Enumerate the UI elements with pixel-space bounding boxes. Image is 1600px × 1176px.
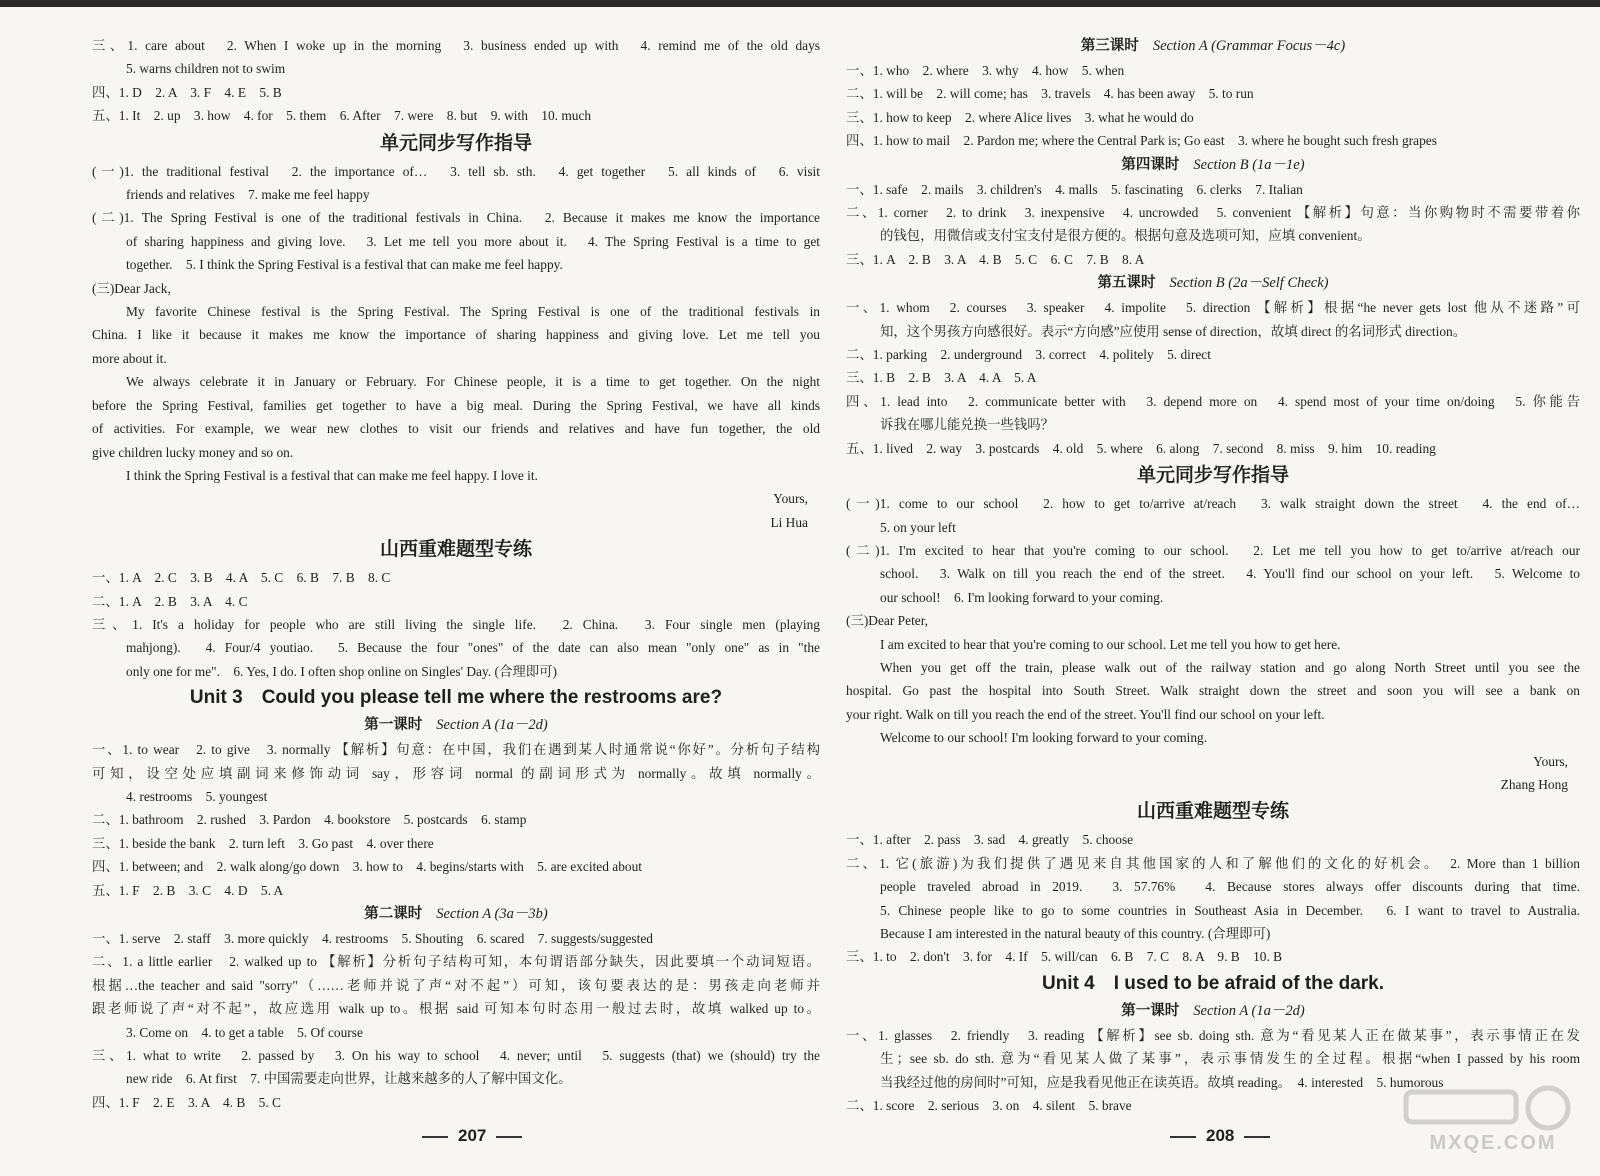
lesson-section: Section A (Grammar Focus－4c) (1152, 38, 1346, 54)
answer-line: 三、1. to 2. don't 3. for 4. If 5. will/can 6. B 7. C 8. A 9. B 10. B (846, 949, 1283, 965)
answer-line: I am excited to hear that you're coming to our school. Let me tell you how to get here. (880, 636, 1341, 652)
answer-line: 四、1. lead into 2. communicate better with 3. depend more on 4. spend most of your time on/doing 5. 你能告 (846, 393, 1580, 409)
answer-line: 一、1. to wear 2. to give 3. normally 【解析】句意：在中国，我们在遇到某人时通常说“你好”。分析句子结构 (92, 742, 820, 758)
section-heading: 单元同步写作指导 (1136, 465, 1289, 487)
lesson-heading (846, 34, 1580, 59)
top-edge-bar (0, 0, 1600, 7)
answer-line: 4. restrooms 5. youngest (126, 788, 268, 804)
lesson-label: 第五课时 (1097, 275, 1156, 292)
answer-line: hospital. Go past the hospital into South Street. Walk straight down the street and soon you will see a bank on (846, 683, 1580, 699)
lesson-label: 第一课时 (364, 717, 423, 734)
answer-line: 四、1. how to mail 2. Pardon me; where the Central Park is; Go east 3. where he bought such fresh grapes (846, 133, 1437, 149)
answer-line: 二、1. bathroom 2. rushed 3. Pardon 4. bookstore 5. postcards 6. stamp (92, 812, 527, 828)
lesson-section: Section A (1a－2d) (436, 717, 548, 734)
answer-line: 二、1. A 2. B 3. A 4. C (92, 593, 248, 609)
section-heading: 单元同步写作指导 (379, 132, 532, 154)
answer-line: 一、1. safe 2. mails 3. children's 4. malls 5. fascinating 6. clerks 7. Italian (846, 181, 1303, 197)
answer-line: 生；see sb. do sth. 意为“看见某人做了某事”，表示事情发生的全过程。根据“when I passed by his room (880, 1051, 1580, 1067)
answer-line: 的钱包，用微信或支付宝支付是很方便的。根据句意及选项可知，应填 convenient。 (880, 228, 1371, 244)
lesson-heading (846, 153, 1580, 178)
watermark (1398, 1082, 1588, 1168)
lesson-label: 第三课时 (1080, 38, 1139, 54)
letter-signature: Zhang Hong (1500, 776, 1568, 792)
answer-line: 五、1. lived 2. way 3. postcards 4. old 5. where 6. along 7. second 8. miss 9. him 10. reading (846, 440, 1436, 456)
answer-line: 知，这个男孩方向感很好。表示“方向感”应使用 sense of direction，故填 direct 的名词形式 direction。 (880, 323, 1467, 339)
left-page (92, 34, 820, 1126)
answer-line: 一、1. glasses 2. friendly 3. reading 【解析】see sb. doing sth. 意为“看见某人正在做某事”，表示事情正在发 (846, 1027, 1580, 1043)
answer-line: of sharing happiness and giving love. 3. Let me tell you more about it. 4. The Spring Festival is a time to get (126, 233, 820, 249)
answer-line: (一)1. come to our school 2. how to get to/arrive at/reach 3. walk straight down the street 4. the end of… (846, 496, 1580, 512)
answer-line: I think the Spring Festival is a festival that can make me feel happy. I love it. (126, 467, 538, 483)
answer-line: together. 5. I think the Spring Festival is a festival that can make me feel happy. (126, 257, 563, 273)
page-number-left: 207 (412, 1126, 532, 1146)
answer-line: friends and relatives 7. make me feel happy (126, 187, 370, 203)
answer-line: 二、1. parking 2. underground 3. correct 4. politely 5. direct (846, 347, 1211, 363)
answer-line: 跟老师说了声“对不起”，故应选用 walk up to。根据 said 可知本句时态用一般过去时，故填 walked up to。 (92, 1001, 820, 1017)
answer-line: of activities. For example, we wear new clothes to visit our friends and relatives and have fun together, the old (92, 421, 820, 437)
lesson-heading (846, 999, 1580, 1024)
answer-line: 3. Come on 4. to get a table 5. Of course (126, 1024, 363, 1040)
answer-line: your right. Walk on till you reach the end of the street. You'll find our school on your left. (846, 706, 1325, 722)
section-heading: 山西重难题型专练 (1136, 801, 1289, 823)
answer-line: My favorite Chinese festival is the Spring Festival. The Spring Festival is one of the traditional festivals in (126, 304, 820, 320)
page-number-right: 208 (1160, 1126, 1280, 1146)
answer-line: 二、1. will be 2. will come; has 3. travels 4. has been away 5. to run (846, 86, 1254, 102)
lesson-heading (92, 713, 820, 738)
section-heading: 山西重难题型专练 (379, 539, 532, 561)
answer-line: 五、1. It 2. up 3. how 4. for 5. them 6. After 7. were 8. but 9. with 10. much (92, 108, 592, 124)
answer-line: (三)Dear Peter, (846, 613, 928, 629)
answer-line: 三、1. beside the bank 2. turn left 3. Go past 4. over there (92, 835, 434, 851)
lesson-heading (846, 271, 1580, 296)
answer-line: (三)Dear Jack, (92, 280, 171, 296)
lesson-section: Section A (3a－3b) (436, 906, 548, 922)
answer-line: When you get off the train, please walk out of the railway station and go along North Street until you see the (880, 659, 1580, 675)
answer-line: 一、1. who 2. where 3. why 4. how 5. when (846, 63, 1125, 78)
answer-line: 三、1. A 2. B 3. A 4. B 5. C 6. C 7. B 8. A (846, 251, 1145, 267)
answer-line: before the Spring Festival, families get together to have a big meal. During the Spring Festival, we have all kinds (92, 397, 820, 413)
answer-line: 二、1. 它(旅游)为我们提供了遇见来自其他国家的人和了解他们的文化的好机会。 2. More than 1 billion (846, 855, 1580, 871)
answer-line: 5. Chinese people like to go to some countries in Southeast Asia in December. 6. I want to travel to Australia. (880, 902, 1580, 918)
answer-line: 可知，设空处应填副词来修饰动词 say，形容词 normal 的副词形式为 normally。故填 normally。 (92, 765, 820, 781)
answer-line: 三、1. It's a holiday for people who are still living the single life. 2. China. 3. Four single men (playing (92, 616, 820, 632)
letter-signature: Li Hua (770, 514, 808, 530)
lesson-section: Section B (2a－Self Check) (1169, 275, 1329, 292)
right-page (846, 34, 1580, 1126)
answer-line: 根据…the teacher and said "sorry"（……老师并说了声“对不起”）可知，该句要表达的是：男孩走向老师并 (92, 977, 820, 993)
answer-line: (二)1. The Spring Festival is one of the traditional festivals in China. 2. Because it makes me know the importance (92, 210, 820, 226)
answer-line: mahjong). 4. Four/4 youtiao. 5. Because the four "ones" of the date can also mean "only one" as in "the (126, 640, 820, 656)
answer-line: 五、1. F 2. B 3. C 4. D 5. A (92, 882, 284, 898)
answer-line: China. I like it because it makes me know the importance of sharing happiness and giving love. Let me tell you (92, 327, 820, 343)
unit-title: Unit 3 Could you please tell me where the restrooms are? (189, 687, 723, 709)
answer-line: new ride 6. At first 7. 中国需要走向世界，让越来越多的人了解中国文化。 (126, 1071, 572, 1087)
unit-title: Unit 4 I used to be afraid of the dark. (1041, 972, 1385, 994)
lesson-label: 第一课时 (1121, 1002, 1180, 1019)
answer-line: 二、1. a little earlier 2. walked up to 【解析】分析句子结构可知，本句谓语部分缺失，因此要填一个动词短语。 (92, 954, 820, 970)
answer-line: 四、1. between; and 2. walk along/go down 3. how to 4. begins/starts with 5. are excited about (92, 859, 643, 875)
answer-line: 四、1. F 2. E 3. A 4. B 5. C (92, 1094, 281, 1110)
answer-line: school. 3. Walk on till you reach the end of the street. 4. You'll find our school on your left. 5. Welcome to (880, 566, 1580, 582)
answer-line: 一、1. A 2. C 3. B 4. A 5. C 6. B 7. B 8. C (92, 570, 391, 586)
answer-line: only one for me". 6. Yes, I do. I often shop online on Singles' Day. (合理即可) (126, 663, 558, 679)
answer-line: 一、1. whom 2. courses 3. speaker 4. impolite 5. direction 【解析】根据“he never gets lost 他从不迷路”可 (846, 300, 1580, 316)
answer-line: 三、1. how to keep 2. where Alice lives 3. what he would do (846, 109, 1194, 125)
answer-line: (二)1. I'm excited to hear that you're coming to our school. 2. Let me tell you how to get to/arrive at/reach our (846, 542, 1580, 558)
answer-line: 二、1. corner 2. to drink 3. inexpensive 4. uncrowded 5. convenient 【解析】句意：当你购物时不需要带着你 (846, 205, 1580, 221)
answer-line: 三、1. what to write 2. passed by 3. On his way to school 4. never; until 5. suggests (that) we (should) try the (92, 1048, 820, 1064)
answer-line: more about it. (92, 350, 167, 366)
answer-line: 四、1. D 2. A 3. F 4. E 5. B (92, 84, 282, 100)
answer-line: 二、1. score 2. serious 3. on 4. silent 5. brave (846, 1098, 1132, 1114)
answer-line: 5. on your left (880, 519, 956, 535)
lesson-label: 第二课时 (364, 906, 423, 922)
answer-line: 一、1. after 2. pass 3. sad 4. greatly 5. choose (846, 832, 1134, 848)
watermark-logo-icon (1398, 1082, 1588, 1132)
answer-line: Welcome to our school! I'm looking forward to your coming. (880, 730, 1208, 746)
letter-signature: Yours, (773, 491, 808, 507)
lesson-heading (92, 902, 820, 927)
answer-line: our school! 6. I'm looking forward to your coming. (880, 589, 1164, 605)
letter-signature: Yours, (1533, 753, 1568, 769)
watermark-text: MXQE.COM (1429, 1132, 1557, 1154)
answer-line: give children lucky money and so on. (92, 444, 294, 460)
answer-line: 一、1. serve 2. staff 3. more quickly 4. restrooms 5. Shouting 6. scared 7. suggests/suggested (92, 931, 653, 946)
answer-line: 5. warns children not to swim (126, 61, 286, 77)
lesson-label: 第四课时 (1121, 156, 1180, 173)
answer-line: 当我经过他的房间时”可知，应是我看见他正在读英语。故填 reading。 4. interested 5. humorous (880, 1074, 1444, 1090)
answer-line: 三、1. B 2. B 3. A 4. A 5. A (846, 370, 1037, 386)
answer-line: Because I am interested in the natural beauty of this country. (合理即可) (880, 926, 1271, 941)
answer-line: 三、1. care about 2. When I woke up in the morning 3. business ended up with 4. remind me of the old days (92, 38, 820, 53)
lesson-section: Section B (1a－1e) (1193, 156, 1305, 173)
answer-line: (一)1. the traditional festival 2. the importance of… 3. tell sb. sth. 4. get together 5. all kinds of 6. visit (92, 163, 820, 179)
lesson-section: Section A (1a－2d) (1193, 1002, 1305, 1019)
answer-line: people traveled abroad in 2019. 3. 57.76% 4. Because stores always offer discounts during that time. (880, 879, 1580, 895)
answer-line: 诉我在哪儿能兑换一些钱吗？ (880, 417, 1055, 433)
answer-line: We always celebrate it in January or February. For Chinese people, it is a time to get together. On the night (126, 374, 820, 390)
